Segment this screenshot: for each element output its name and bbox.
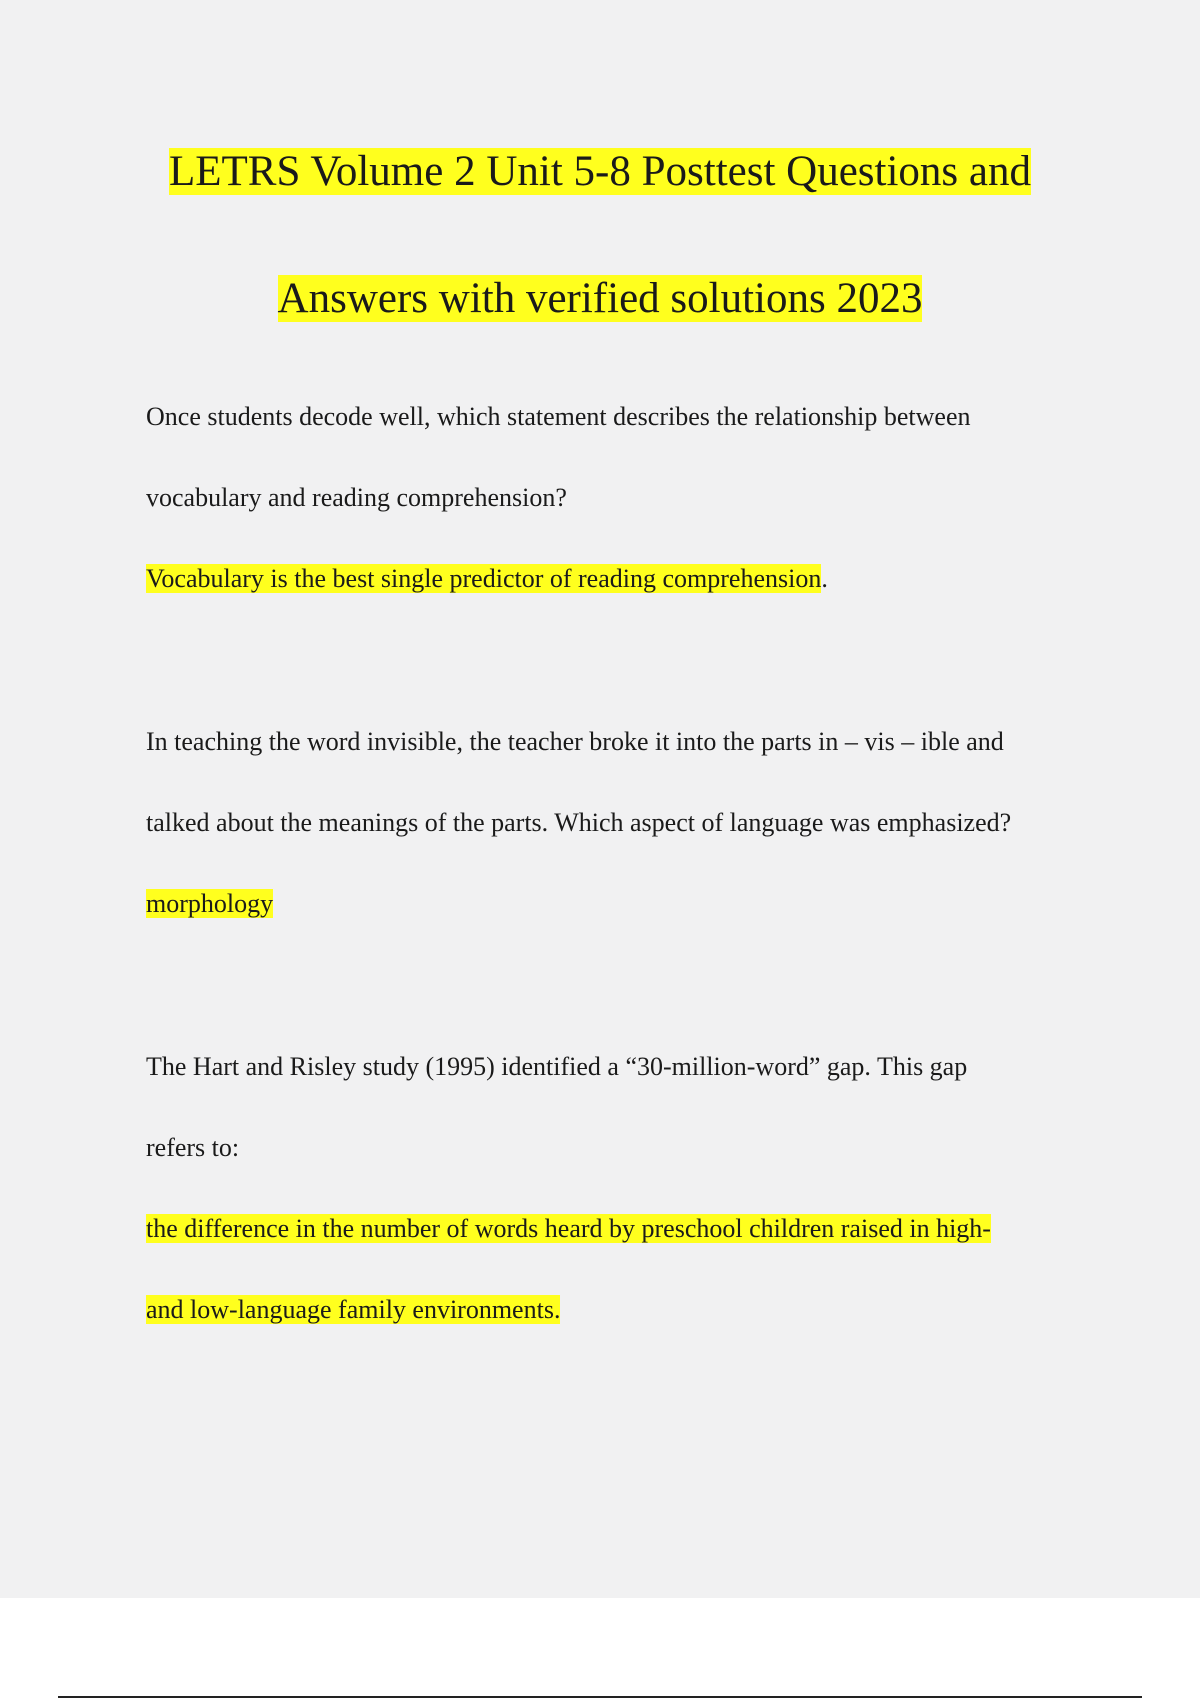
question-1-line-2: vocabulary and reading comprehension?: [146, 483, 567, 512]
question-2-line-1: In teaching the word invisible, the teacher broke it into the parts in – vis – ible and: [146, 727, 1004, 756]
answer-3-line-2: [146, 1293, 560, 1327]
answer-3-highlight-1: the difference in the number of words heard by preschool children raised in high-: [146, 1214, 991, 1243]
title-highlight: Answers with verified solutions 2023: [277, 275, 923, 322]
title-highlight: LETRS Volume 2 Unit 5-8 Posttest Questions and: [168, 148, 1031, 195]
answer-1-period: .: [821, 564, 828, 593]
answer-1-highlight: Vocabulary is the best single predictor of reading comprehension: [146, 564, 822, 593]
answer-3-line-1: [146, 1212, 991, 1246]
answer-1: [146, 562, 828, 596]
document-title-line-1: [0, 146, 1200, 198]
question-2-line-2: talked about the meanings of the parts. Which aspect of language was emphasized?: [146, 808, 1012, 837]
question-3-line-1: The Hart and Risley study (1995) identified a “30-million-word” gap. This gap: [146, 1052, 968, 1081]
document-title-line-2: [0, 273, 1200, 325]
answer-2-highlight: morphology: [146, 889, 274, 918]
question-1-line-1: Once students decode well, which statement describes the relationship between: [146, 402, 971, 431]
question-3-line-2: refers to:: [146, 1133, 240, 1162]
answer-2: [146, 887, 273, 921]
answer-3-highlight-2: and low-language family environments.: [146, 1295, 561, 1324]
footer-divider: [58, 1696, 1142, 1698]
